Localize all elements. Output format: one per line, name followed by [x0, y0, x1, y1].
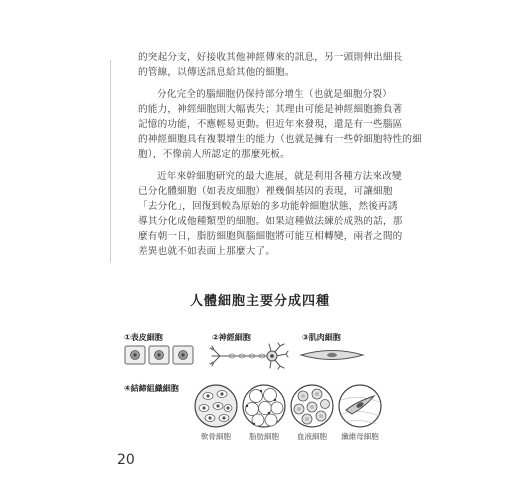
cartilage-caption: 軟骨細胞: [201, 432, 231, 441]
epithelial-label: ①表皮細胞: [124, 333, 163, 342]
text-line: 近年來幹細胞研究的最大進展，就是利用各種方法來改變: [157, 170, 402, 182]
text-line: 導其分化成他種類型的細胞。如果這種做法練於成熟的話，那: [138, 215, 403, 227]
fat-cell-icon: [242, 384, 286, 428]
page-number: 20: [117, 452, 135, 468]
fat-caption: 脂肪細胞: [249, 432, 279, 441]
text-line: 差異也就不如表面上那麼大了。: [138, 246, 276, 258]
epithelial-cells-icon: [124, 344, 196, 366]
text-line: 的能力，神經細胞則大幅喪失；其理由可能是神經細胞擔負著: [138, 103, 403, 115]
text-line: 胞），不像前人所認定的那麼死板。: [138, 149, 290, 161]
text-line: 的神經細胞具有複製增生的能力（也就是擁有一些幹細胞特性的細: [138, 133, 423, 145]
margin-rule: [110, 60, 111, 263]
muscle-cell-icon: [300, 348, 364, 362]
diagram-title: 人體細胞主要分成四種: [189, 294, 330, 309]
text-line: 記憶的功能，不應輕易更動。但近年來發現，還是有一些腦區: [138, 118, 403, 130]
fibroblast-caption: 纖維母細胞: [341, 432, 379, 441]
text-line: 的突起分支，好接收其他神經傳來的訊息，另一頭則伸出細長: [138, 52, 403, 63]
cartilage-cell-icon: [194, 384, 238, 428]
muscle-label: ③肌肉細胞: [302, 333, 341, 342]
text-line: 已分化體細胞（如表皮細胞）裡幾個基因的表現，可讓細胞: [138, 185, 393, 197]
nerve-cell-icon: [208, 342, 288, 370]
nerve-label: ②神經細胞: [212, 333, 251, 342]
text-line: 「去分化」，回復到較為原始的多功能幹細胞狀態，然後再誘: [138, 200, 398, 212]
blood-cell-icon: [290, 384, 334, 428]
body-text: [138, 50, 423, 259]
fibroblast-cell-icon: [338, 384, 382, 428]
text-line: 麼有朝一日，脂肪細胞與腦細胞將可能互相轉變，兩者之間的: [138, 231, 403, 243]
connective-label: ④結締組織細胞: [124, 384, 179, 393]
text-line: 的管線，以傳送訊息給其他的細胞。: [138, 67, 295, 79]
blood-caption: 血液細胞: [297, 432, 327, 441]
text-line: 分化完全的腦細胞仍保持部分增生（也就是細胞分裂）: [157, 88, 393, 100]
